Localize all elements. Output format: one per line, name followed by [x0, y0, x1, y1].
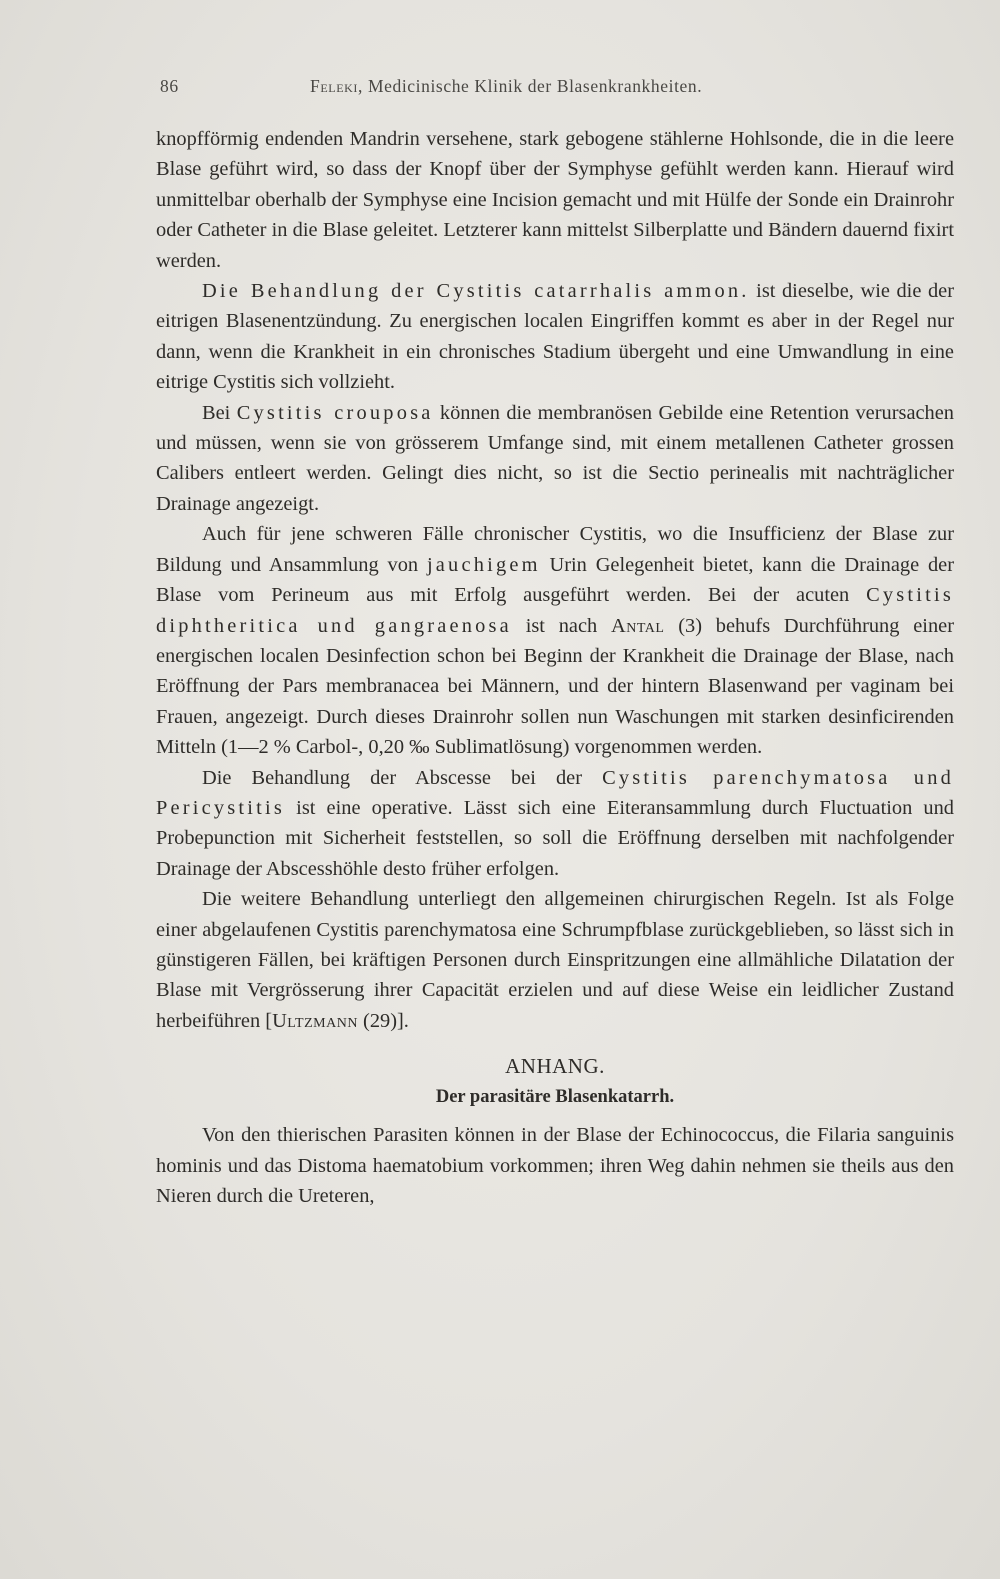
body-text — [156, 124, 954, 1211]
paragraph-4 — [156, 519, 954, 762]
cited-author: Ultzmann — [272, 1009, 358, 1032]
paragraph-3-text-a: Bei — [202, 401, 237, 424]
paragraph-4-text-d: (3) behufs Durchführung einer energischen localen Desinfection schon bei Beginn der Krankheit die Drainage der Blase, nach Eröffnung der Pars membranacea bei Männern, und der hintern Blasenwand per vaginam bei Frauen, angezeigt. Durch dieses Drainrohr sollen nun Waschungen mit starken desinficirenden Mitteln (1—2 % Carbol-, 0,20 ‰ Sublimatlösung) vorgenommen werden. — [156, 614, 954, 759]
running-head — [160, 76, 800, 100]
spaced-emphasis: Cystitis parenchymatosa und Pericystitis — [156, 766, 954, 819]
spaced-emphasis: Cystitis diphtheritica und gangraenosa — [156, 584, 954, 637]
paragraph-6 — [156, 884, 954, 1036]
paragraph-1-text: knopfförmig endenden Mandrin versehene, stark gebogene stählerne Hohlsonde, die in die leere Blase geführt wird, so dass der Knopf über der Symphyse gefühlt werden kann. Hierauf wird unmittelbar oberhalb der Symphyse eine Incision gemacht und mit Hülfe der Sonde ein Drainrohr oder Catheter in die Blase geleitet. Letzterer kann mittelst Silberplatte und Bändern dauernd fixirt werden. — [156, 128, 954, 272]
paragraph-5-text-a: Die Behandlung der Abscesse bei der — [202, 766, 603, 789]
paragraph-2 — [156, 276, 954, 398]
spaced-emphasis: Die Behandlung der Cystitis catarrhalis ammon. — [202, 280, 750, 303]
appendix-subheading: Der parasitäre Blasenkatarrh. — [435, 1087, 675, 1108]
running-title — [310, 76, 702, 97]
page-number: 86 — [160, 76, 179, 96]
appendix-paragraph: Von den thierischen Parasiten können in der Blase der Echinococcus, die Filaria sanguinis hominis und das Distoma haematobium vorkommen; ihren Weg dahin nehmen sie theils aus den Nieren durch die Ureteren, — [156, 1124, 954, 1207]
paragraph-6-text-a: Die weitere Behandlung unterliegt den allgemeinen chirurgischen Regeln. Ist als Folge einer abgelaufenen Cystitis parenchymatosa eine Schrumpfblase zurückgeblieben, so lässt sich in günstigeren Fällen, bei kräftigen Personen durch Einspritzungen eine allmähliche Dilatation der Blase mit Vergrösserung ihrer Capacität erzielen und auf diese Weise ein leidlicher Zustand herbeiführen [ — [156, 888, 954, 1032]
paragraph-5-text-b: ist eine operative. Lässt sich eine Eiteransammlung durch Fluctuation und Probepunction mit Sicherheit feststellen, so soll die Eröffnung derselben mit nachfolgender Drainage der Abscesshöhle desto früher erfolgen. — [156, 796, 954, 880]
spaced-emphasis: Cystitis crouposa — [236, 401, 434, 424]
running-head-title: , Medicinische Klinik der Blasenkrankheiten. — [358, 76, 703, 96]
spaced-emphasis: jauchigem — [426, 553, 541, 576]
cited-author: Antal — [611, 614, 665, 637]
paragraph-2-text: ist dieselbe, wie die der eitrigen Blasenentzündung. Zu energischen localen Eingriffen kommt es aber in der Regel nur dann, wenn die Krankheit in ein chronisches Stadium übergeht und eine Umwandlung in eine eitrige Cystitis sich vollzieht. — [156, 280, 954, 394]
paragraph-4-text-c: ist nach — [511, 614, 612, 637]
paragraph-5 — [156, 763, 954, 885]
paragraph-4-text-b: Urin Gelegenheit bietet, kann die Drainage der Blase vom Perineum aus mit Erfolg ausgeführt werden. Bei der acuten — [156, 553, 955, 607]
running-head-author: Feleki — [310, 76, 358, 96]
appendix-heading: ANHANG. — [505, 1054, 605, 1079]
paragraph-1 — [156, 124, 954, 276]
paragraph-3-text-b: können die membranösen Gebilde eine Retention verursachen und müssen, wenn sie von grösserem Umfange sind, mit einem metallenen Catheter grossen Calibers entleert werden. Gelingt dies nicht, so ist die Sectio perinealis mit nachträglicher Drainage angezeigt. — [156, 401, 954, 515]
paragraph-4-text-a: Auch für jene schweren Fälle chronischer Cystitis, wo die Insufficienz der Blase zur Bildung und Ansammlung von — [156, 523, 954, 576]
paragraph-3 — [156, 398, 954, 520]
paragraph-6-text-b: (29)]. — [357, 1009, 409, 1032]
